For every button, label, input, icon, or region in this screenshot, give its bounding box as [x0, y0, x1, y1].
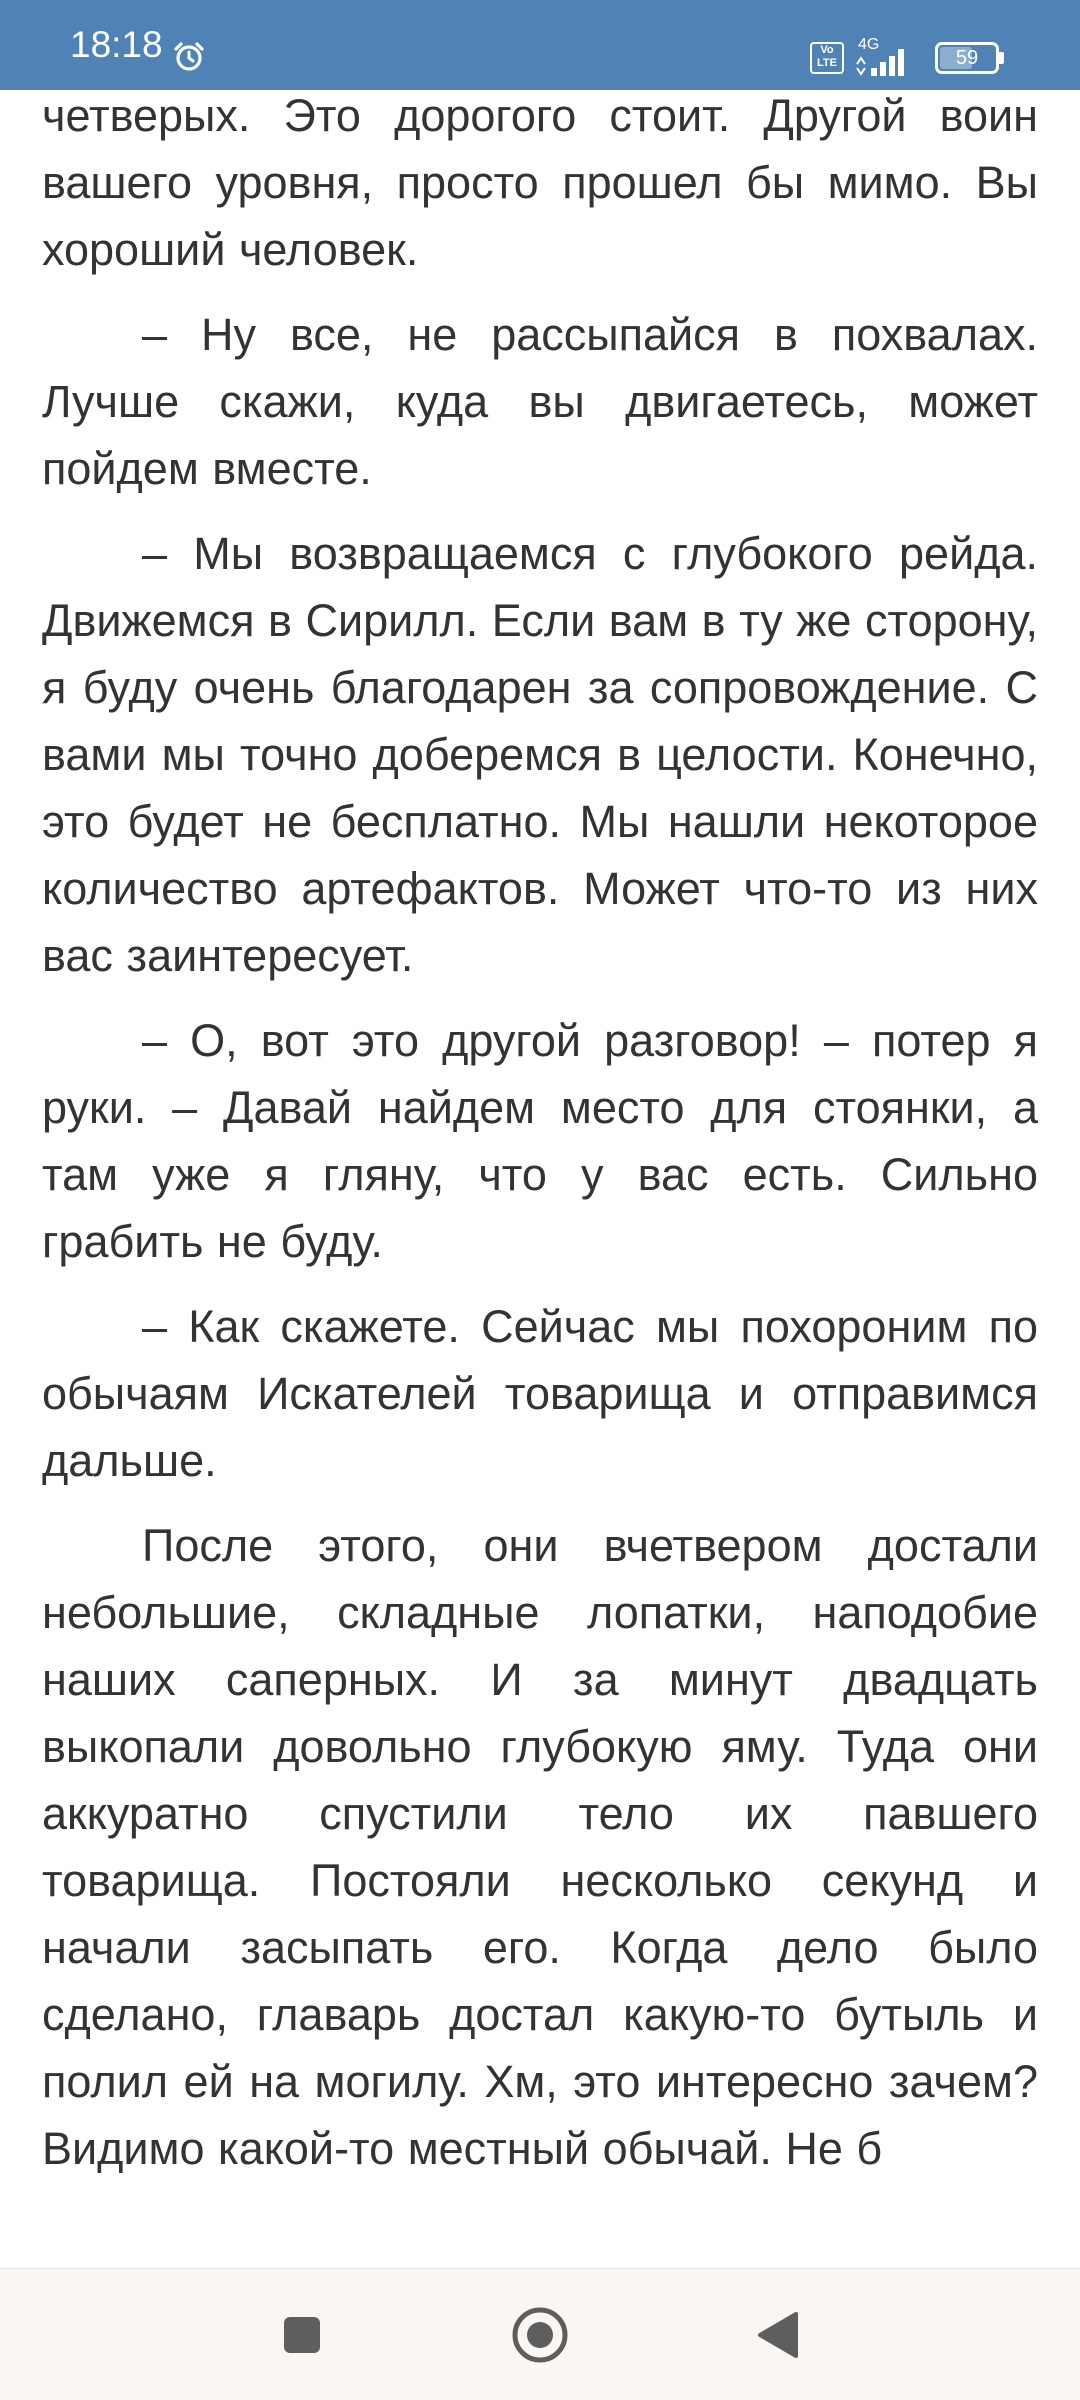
battery-tip [999, 52, 1004, 64]
battery-icon [935, 42, 1005, 74]
cellular-signal-icon [855, 44, 919, 76]
volte-icon: Vo LTE [810, 42, 844, 74]
home-button[interactable] [495, 2295, 585, 2375]
paragraph: – Как скажете. Сейчас мы похороним по обычаям Искателей товарища и отправимся дальше. [42, 1301, 1038, 1486]
recents-button[interactable] [257, 2295, 347, 2375]
paragraph: – О, вот это другой разговор! – потер я руки. – Давай найдем место для стоянки, а там уже я гляну, что у вас есть. Сильно грабить не буду. [42, 1015, 1038, 1267]
triangle-back-icon [756, 2310, 800, 2360]
status-bar [0, 0, 1080, 90]
navigation-bar [0, 2268, 1080, 2400]
alarm-clock-icon [172, 40, 206, 74]
paragraph: После этого, они вчетвером достали небольшие, складные лопатки, наподобие наших саперных. И за минут двадцать выкопали довольно глубокую яму. Туда они аккуратно спустили тело их павшего товарища. Постояли несколько секунд и начали засыпать его. Когда дело было сделано, главарь достал какую-то бутыль и полил ей на могилу. Хм, это интересно зачем? Видимо какой-то местный обычай. Не б [42, 1520, 1038, 2174]
paragraph: – Мы возвращаемся с глубокого рейда. Движемся в Сирилл. Если вам в ту же сторону, я буду очень благодарен за сопровождение. С вами мы точно доберемся в целости. Конечно, это будет не бесплатно. Мы нашли некоторое количество артефактов. Может что-то из них вас заинтересует. [42, 528, 1038, 981]
reader-text [42, 82, 1038, 2200]
circle-home-icon [510, 2305, 570, 2365]
paragraph: – Ну все, не рассыпайся в похвалах. Лучше скажи, куда вы двигаетесь, может пойдем вместе. [42, 309, 1038, 494]
paragraph: четверых. Это дорогого стоит. Другой воин вашего уровня, просто прошел бы мимо. Вы хороший человек. [42, 90, 1038, 275]
battery-level-text: 59 [955, 47, 979, 69]
status-time: 18:18 [70, 24, 163, 65]
network-type-label: 4G [858, 36, 880, 53]
back-button[interactable] [733, 2295, 823, 2375]
square-recents-icon [282, 2315, 322, 2355]
